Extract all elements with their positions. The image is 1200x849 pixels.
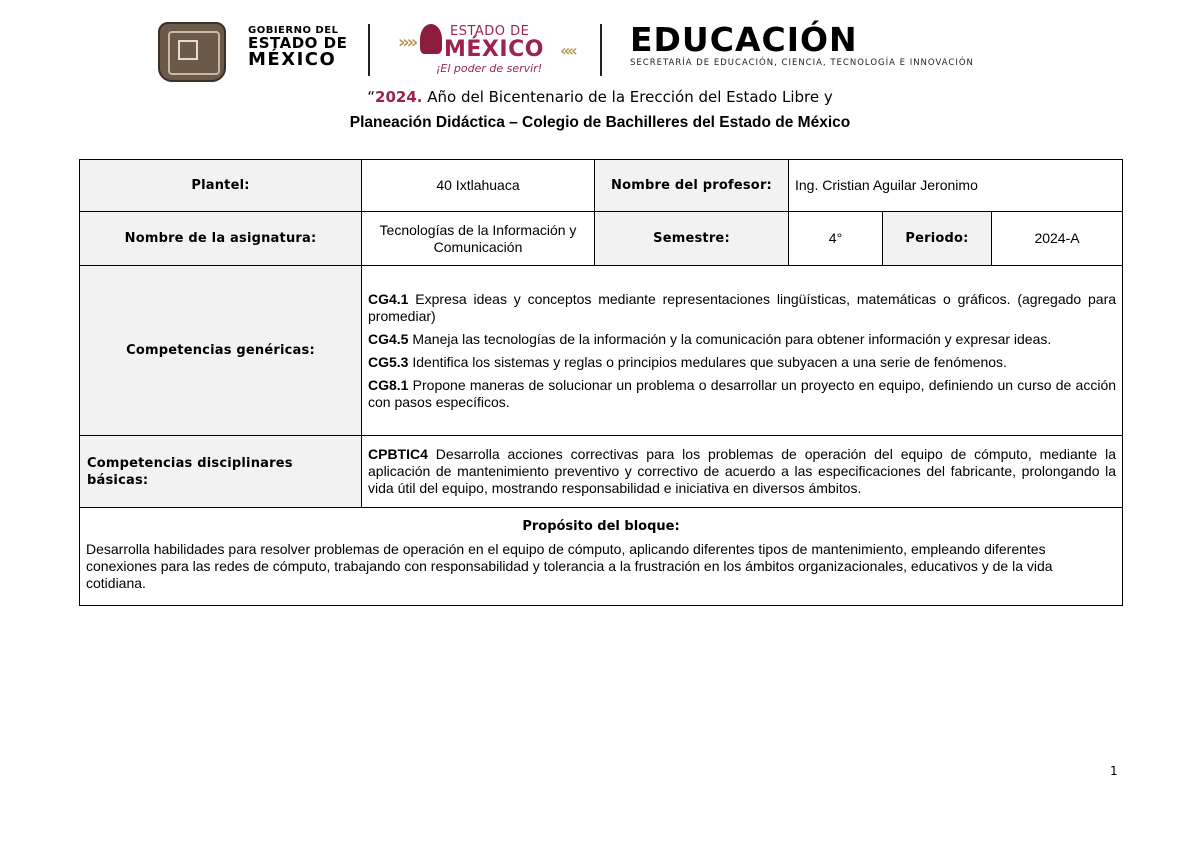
competencia-code: CG8.1	[368, 376, 409, 393]
disciplinar-item	[368, 446, 1116, 497]
educacion-logo	[630, 22, 974, 68]
semestre-value: 4°	[789, 212, 883, 266]
gobierno-logo-text	[248, 26, 347, 69]
profesor-value: Ing. Cristian Aguilar Jeronimo	[789, 160, 1123, 212]
periodo-value: 2024-A	[992, 212, 1123, 266]
estado-de-mexico-logo	[398, 22, 588, 78]
header-divider-2	[600, 24, 602, 76]
competencia-item	[368, 331, 1116, 348]
row-asignatura	[80, 212, 1123, 266]
educacion-title: EDUCACIÓN	[630, 20, 858, 59]
proposito-text: Desarrolla habilidades para resolver problemas de operación en el equipo de cómputo, aplicando diferentes tipos de mantenimiento, empleando diferentes conexiones para las redes de cómputo, trabajando con responsabilidad y tolerancia a la frustración en los ámbitos organizacionales, educativos y de la vida cotidiana.	[86, 541, 1053, 591]
competencia-code: CG4.1	[368, 290, 409, 307]
competencia-text: Maneja las tecnologías de la información y la comunicación para obtener información y expresar ideas.	[408, 330, 1052, 347]
proposito-label: Propósito del bloque:	[522, 519, 680, 534]
asignatura-label: Nombre de la asignatura:	[80, 212, 362, 266]
semestre-label: Semestre:	[595, 212, 789, 266]
asignatura-value: Tecnologías de la Información y Comunicación	[362, 212, 595, 266]
competencia-item	[368, 291, 1116, 325]
page-header	[150, 18, 1130, 80]
competencia-text: Identifica los sistemas y reglas o principios medulares que subyacen a una serie de fenómenos.	[408, 353, 1007, 370]
competencia-code: CG5.3	[368, 353, 409, 370]
page-number: 1	[1110, 764, 1118, 778]
competencia-item	[368, 377, 1116, 411]
gov-line3: MÉXICO	[248, 49, 337, 70]
disciplinar-code: CPBTIC4	[368, 446, 428, 462]
proposito-content	[80, 508, 1123, 606]
gov-line1: GOBIERNO DEL	[248, 25, 339, 36]
row-plantel	[80, 160, 1123, 212]
row-competencias-disciplinares	[80, 436, 1123, 508]
heading-quote: “	[367, 88, 376, 106]
competencia-text: Expresa ideas y conceptos mediante representaciones lingüísticas, matemáticas o gráficos. (agregado para promediar)	[368, 290, 1117, 324]
competencia-text: Propone maneras de solucionar un problema o desarrollar un proyecto en equipo, definiendo un curso de acción con pasos específicos.	[368, 376, 1117, 410]
profesor-label: Nombre del profesor:	[595, 160, 789, 212]
document-subtitle: Planeación Didáctica – Colegio de Bachilleres del Estado de México	[349, 114, 851, 131]
genericas-label: Competencias genéricas:	[80, 266, 362, 436]
heading-text: Año del Bicentenario de la Erección del Estado Libre y	[422, 88, 833, 106]
header-divider-1	[368, 24, 370, 76]
educacion-subtitle: SECRETARÍA DE EDUCACIÓN, CIENCIA, TECNOLOGÍA E INNOVACIÓN	[630, 58, 974, 68]
edomex-slogan: ¡El poder de servir!	[436, 62, 543, 75]
disciplinar-text: Desarrolla acciones correctivas para los problemas de operación del equipo de cómputo, mediante la aplicación de mantenimiento preventivo y correctivo de acuerdo a las especificaciones del fabricante, prolongando la vida útil del equipo, mostrando responsabilidad e iniciativa en diversos ámbitos.	[368, 446, 1117, 496]
edomex-small-text: ESTADO DE	[450, 24, 530, 39]
row-proposito	[80, 508, 1123, 606]
seal-emblem	[178, 40, 198, 60]
genericas-content	[362, 266, 1123, 436]
state-seal-logo	[158, 22, 226, 82]
flame-figure-icon	[420, 24, 442, 54]
disciplinares-content	[362, 436, 1123, 508]
document-heading	[0, 88, 1200, 106]
planeacion-table	[79, 159, 1123, 606]
periodo-label: Periodo:	[883, 212, 992, 266]
competencia-item	[368, 354, 1116, 371]
plantel-value: 40 Ixtlahuaca	[362, 160, 595, 212]
heading-year: 2024.	[375, 88, 423, 106]
edomex-big-text: MÉXICO	[444, 37, 544, 62]
competencia-code: CG4.5	[368, 330, 409, 347]
plantel-label: Plantel:	[80, 160, 362, 212]
gov-line2: ESTADO DE	[248, 34, 348, 52]
disciplinares-label: Competencias disciplinares básicas:	[80, 436, 362, 508]
row-competencias-genericas	[80, 266, 1123, 436]
chevron-right-icon: »»	[398, 32, 416, 53]
chevron-left-icon: ««	[560, 41, 575, 60]
